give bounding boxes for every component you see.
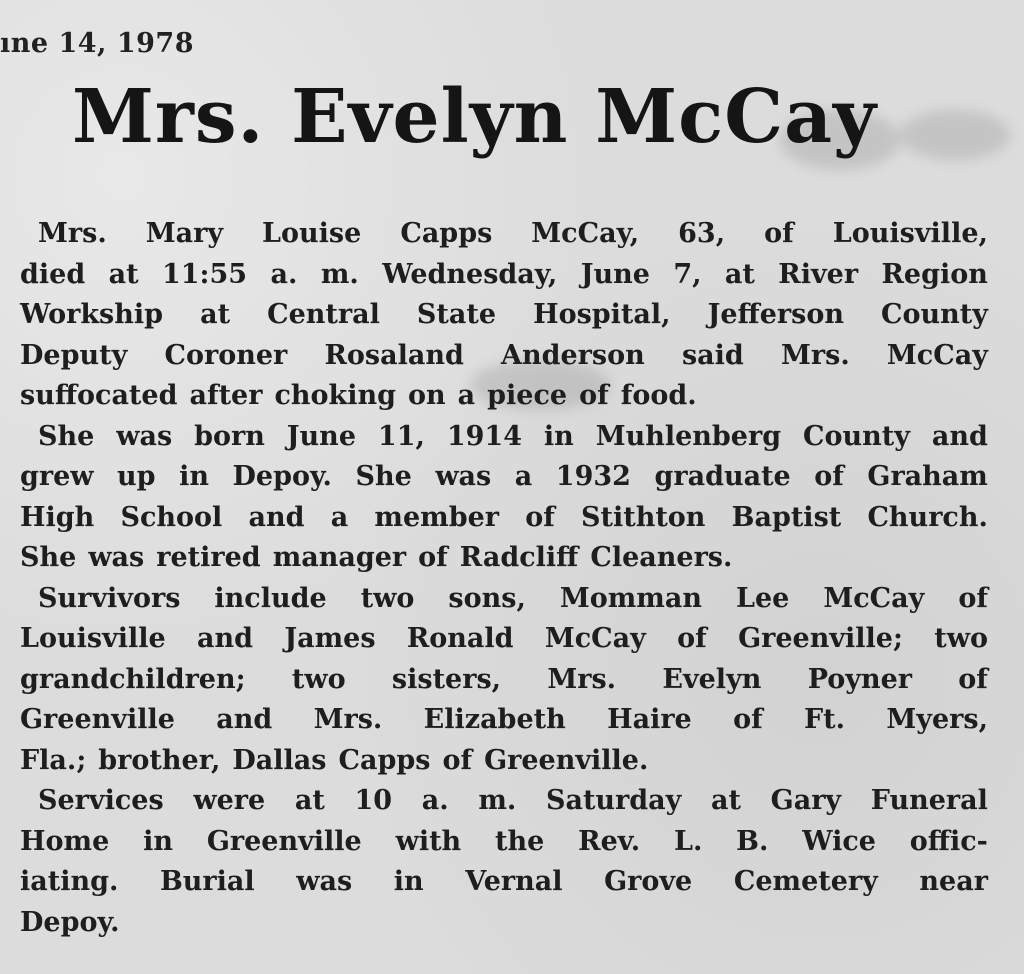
word: suffocated [20, 380, 178, 411]
word: of [733, 704, 763, 735]
text-line [20, 417, 988, 458]
word: 7, [673, 258, 702, 290]
word: Elizabeth [423, 704, 566, 735]
word: State [416, 299, 497, 330]
word: McCay [544, 623, 646, 654]
word: was [88, 542, 145, 573]
word: 1914 [446, 420, 522, 452]
word: McCay [823, 582, 925, 614]
word: Mrs. [313, 704, 383, 735]
word: Services [38, 785, 164, 816]
word: choking [274, 380, 397, 411]
word: Church. [867, 501, 988, 533]
text-line [20, 498, 988, 539]
word: a [457, 380, 476, 411]
word: Depoy. [232, 461, 332, 492]
word: Rosaland [324, 339, 464, 371]
word: at [724, 258, 755, 290]
word: Momman [559, 582, 703, 614]
word: 11:55 [161, 258, 248, 290]
word: River [778, 258, 859, 290]
word: of [677, 623, 707, 654]
word: June [286, 420, 356, 452]
word: member [374, 501, 499, 533]
word: a [330, 501, 349, 533]
word: of [579, 380, 609, 411]
word: Burial [159, 866, 255, 897]
word: Muhlenberg [595, 420, 782, 452]
text-line [20, 660, 988, 701]
word: L. [673, 825, 703, 857]
word: Cemetery [733, 866, 878, 897]
word: Louisville [20, 623, 166, 654]
word: of [958, 663, 988, 695]
word: McCay, [531, 218, 640, 249]
text-line [20, 579, 988, 620]
word: at [711, 785, 741, 816]
word: Depoy. [20, 906, 120, 938]
word: Evelyn [662, 663, 762, 695]
word: Wednesday, [382, 258, 558, 290]
word: and [216, 704, 273, 735]
word: at [108, 258, 139, 290]
word: a. [270, 258, 298, 290]
word: and [931, 420, 988, 452]
word: manager [272, 542, 407, 573]
word: Mrs. [547, 663, 617, 695]
text-line [20, 781, 988, 822]
word: of [764, 218, 794, 249]
word: 63, [678, 218, 726, 249]
word: up [117, 461, 156, 492]
word: were [193, 785, 266, 816]
word: McCay [886, 339, 988, 371]
word: died [20, 258, 86, 290]
word: She [38, 420, 95, 452]
word: Ft. [804, 704, 846, 735]
word: Vernal [465, 866, 563, 897]
word: Lee [736, 582, 790, 614]
word: Graham [867, 461, 988, 492]
word: Deputy [20, 339, 128, 371]
word: two [291, 663, 346, 695]
word: of [814, 461, 844, 492]
word: food. [620, 380, 697, 411]
word: Poyner [807, 663, 912, 695]
word: Myers, [886, 704, 988, 735]
word: School [120, 501, 223, 533]
word: Workship [20, 299, 164, 330]
word: of [418, 542, 448, 573]
word: Region [881, 258, 988, 290]
text-line [20, 862, 988, 903]
word: Stithton [581, 501, 706, 533]
word: on [408, 380, 446, 411]
word: Saturday [545, 785, 682, 816]
word: of [442, 744, 473, 776]
text-line [20, 822, 988, 863]
word: and [197, 623, 254, 654]
word: retired [156, 542, 261, 573]
word: born [194, 420, 265, 452]
word: Louisville, [832, 218, 988, 249]
word: Ronald [406, 623, 514, 654]
text-line [20, 741, 988, 782]
word: Grove [604, 866, 693, 897]
word: Funeral [870, 785, 988, 816]
word: grew [20, 461, 94, 492]
word: June [580, 258, 650, 290]
word: in [393, 866, 424, 897]
word: Jefferson [707, 299, 844, 330]
word: at [294, 785, 325, 816]
word: include [214, 582, 327, 614]
text-line [20, 255, 988, 296]
word: was [296, 866, 353, 897]
word: She [20, 542, 77, 573]
word: County [881, 299, 988, 330]
word: Wice [802, 825, 876, 857]
text-line [20, 903, 988, 944]
word: grandchildren; [20, 663, 246, 695]
word: iating. [20, 866, 119, 897]
word: in [143, 825, 173, 857]
word: Louise [262, 218, 362, 249]
word: County [803, 420, 910, 452]
word: said [681, 339, 744, 371]
word: offic- [909, 825, 988, 857]
word: 10 [354, 785, 393, 816]
text-line [20, 619, 988, 660]
word: two [360, 582, 415, 614]
word: B. [736, 825, 769, 857]
word: Cleaners. [590, 542, 733, 573]
word: m. [320, 258, 359, 290]
obituary-body [20, 214, 988, 943]
word: Gary [770, 785, 842, 816]
word: at [200, 299, 231, 330]
ink-smudge [900, 110, 1010, 160]
obituary-headline: Mrs. Evelyn McCay [72, 74, 878, 160]
word: after [189, 380, 263, 411]
word: Coroner [164, 339, 288, 371]
word: Home [20, 825, 110, 857]
word: Central [267, 299, 380, 330]
word: of [525, 501, 555, 533]
word: 1932 [555, 461, 631, 492]
text-line [20, 700, 988, 741]
word: the [495, 825, 545, 857]
word: Mrs. [38, 218, 107, 249]
word: Fla.; [20, 744, 87, 776]
word: Dallas [232, 744, 327, 776]
word: sons, [448, 582, 526, 614]
text-line [20, 457, 988, 498]
word: a [514, 461, 533, 492]
text-line [20, 336, 988, 377]
word: m. [478, 785, 517, 816]
word: and [248, 501, 305, 533]
word: James [284, 623, 376, 654]
word: Survivors [38, 582, 181, 614]
word: Mary [145, 218, 224, 249]
word: Haire [607, 704, 692, 735]
word: Mrs. [781, 339, 850, 371]
word: graduate [654, 461, 791, 492]
word: of [958, 582, 988, 614]
text-line [20, 214, 988, 255]
word: Anderson [501, 339, 645, 371]
publication-date: ıne 14, 1978 [0, 28, 194, 59]
word: in [179, 461, 209, 492]
word: Greenville. [484, 744, 649, 776]
word: Radcliff [459, 542, 579, 573]
word: sisters, [391, 663, 502, 695]
word: was [116, 420, 173, 452]
word: brother, [98, 744, 221, 776]
word: Hospital, [533, 299, 671, 330]
word: Capps [400, 218, 493, 249]
word: Greenville [20, 704, 175, 735]
word: was [435, 461, 492, 492]
word: two [934, 623, 988, 654]
text-line [20, 295, 988, 336]
word: High [20, 501, 95, 533]
word: 11, [377, 420, 425, 452]
word: with [395, 825, 462, 857]
word: She [355, 461, 412, 492]
text-line [20, 376, 988, 417]
word: piece [487, 380, 568, 411]
word: Baptist [731, 501, 842, 533]
word: a. [421, 785, 449, 816]
word: near [919, 866, 988, 897]
text-line [20, 538, 988, 579]
word: Rev. [578, 825, 641, 857]
word: Capps [338, 744, 431, 776]
word: Greenville [206, 825, 362, 857]
word: Greenville; [738, 623, 903, 654]
word: in [543, 420, 574, 452]
